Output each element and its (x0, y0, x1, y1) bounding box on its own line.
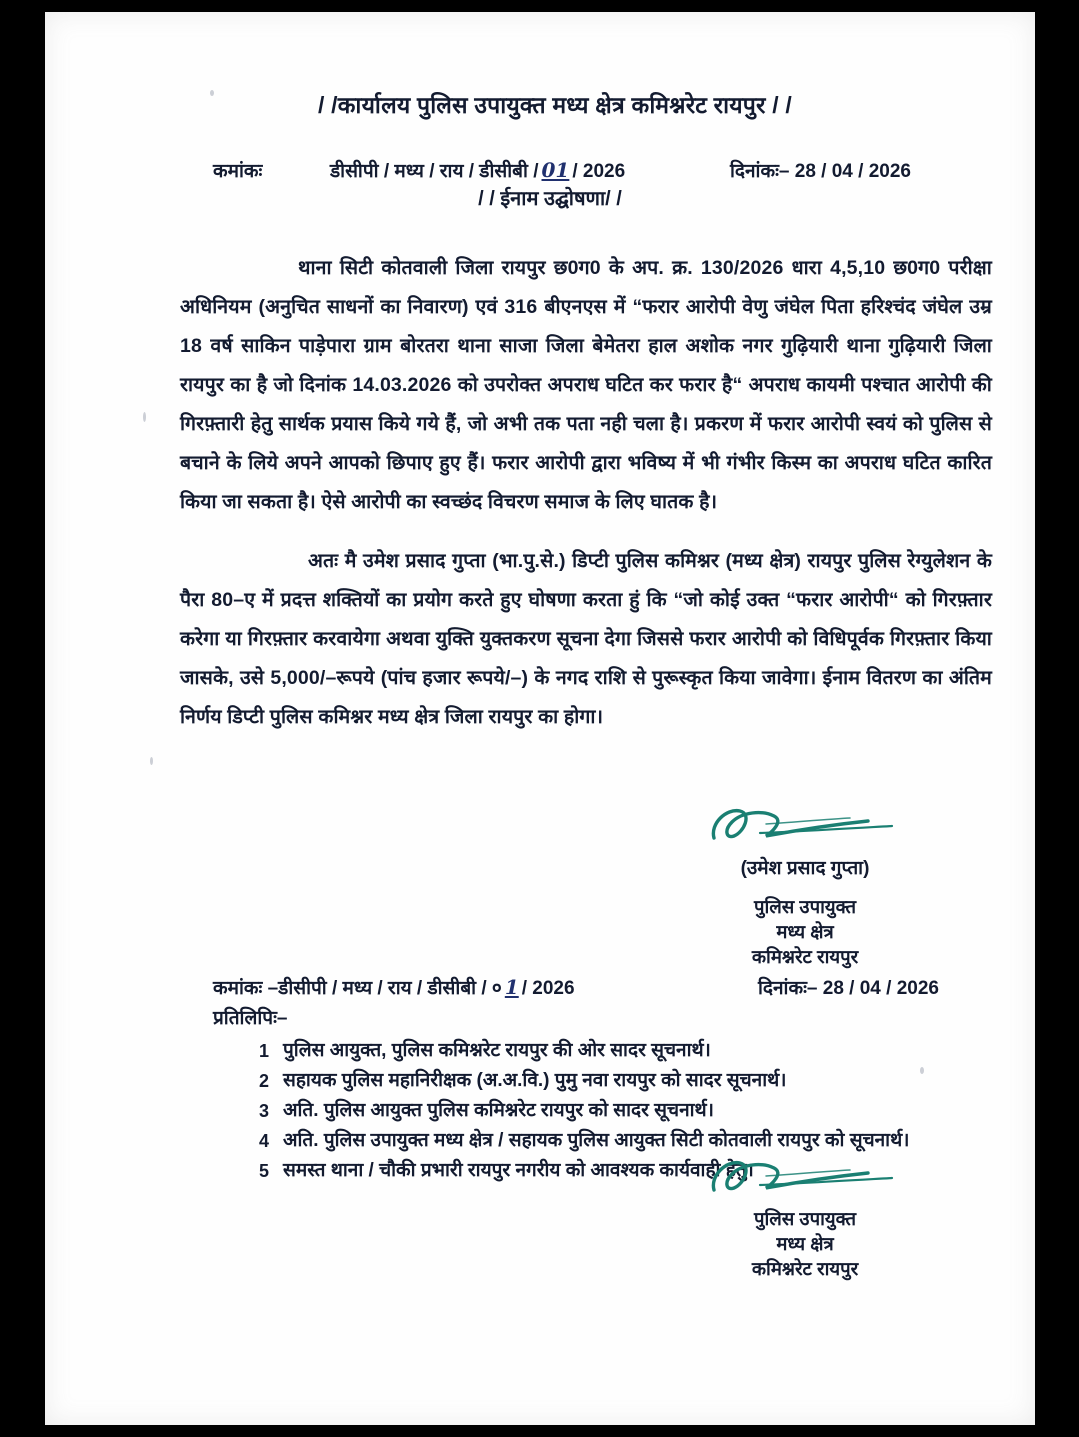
signatory-zone: मध्य क्षेत्र (776, 921, 834, 942)
reference-serial-handwritten: 01 (541, 158, 570, 182)
reference-number (330, 157, 625, 183)
reference-number-prefix: डीसीपी / मध्य / राय / डीसीबी / (330, 161, 539, 182)
body-paragraph-2: अतः मै उमेश प्रसाद गुप्ता (भा.पु.से.) डिप्टी पुलिस कमिश्नर (मध्य क्षेत्र) रायपुर पुलिस रेग्युलेशन के पैरा 80–ए में प्रदत्त शक्तियों का प्रयोग करते हुए घोषणा करता हुं कि “जो कोई उक्त “फरार आरोपी“ को गिरफ़्तार करेगा या गिरफ़्तार करवायेगा अथवा युक्ति युक्तकरण सूचना देगा जिससे फरार आरोपी को विधिपूर्वक गिरफ़्तार किया जासके, उसे 5,000/–रूपये (पांच हजार रूपये/–) के नगद राशि से पुरूस्कृत किया जावेगा। ईनाम वितरण का अंतिम निर्णय डिप्टी पुलिस कमिश्नर मध्य क्षेत्र जिला रायपुर का होगा। (180, 550, 992, 728)
signatory-designation: पुलिस उपायुक्त (753, 1208, 857, 1229)
signatory-office: कमिश्नरेट रायपुर (751, 1258, 859, 1279)
reference-date (730, 157, 911, 183)
scan-speck (143, 412, 146, 422)
signature-block-bottom (655, 1154, 955, 1281)
copy-date-label: दिनांकः– (758, 978, 818, 999)
signature-mark-icon (655, 1154, 955, 1204)
copy-date-value: 28 / 04 / 2026 (822, 978, 939, 999)
list-item: पुलिस आयुक्त, पुलिस कमिश्नरेट रायपुर की ओर सादर सूचनार्थ। (283, 1040, 711, 1061)
reference-label: कमांकः (213, 161, 263, 182)
signatory-designation: पुलिस उपायुक्त (753, 896, 857, 917)
list-item: अति. पुलिस आयुक्त पुलिस कमिश्नरेट रायपुर को सादर सूचनार्थ। (283, 1100, 714, 1121)
page-title: / /कार्यालय पुलिस उपायुक्त मध्य क्षेत्र कमिश्नरेट रायपुर / / (317, 92, 793, 118)
reference-date-value: 28 / 04 / 2026 (794, 161, 911, 182)
signatory-zone: मध्य क्षेत्र (776, 1233, 834, 1254)
list-item: सहायक पुलिस महानिरीक्षक (अ.अ.वि.) पुमु नवा रायपुर को सादर सूचनार्थ। (283, 1070, 787, 1091)
document-page (45, 12, 1035, 1425)
list-item: समस्त थाना / चौकी प्रभारी रायपुर नगरीय को आवश्यक कार्यवाही हेतु। (283, 1160, 754, 1181)
document-body (180, 249, 992, 743)
copy-reference-row (213, 974, 1013, 1002)
reference-number-suffix: / 2026 (572, 161, 626, 182)
copy-reference-serial-handwritten: 1 (504, 975, 519, 999)
signature-block-top (655, 802, 955, 969)
copy-reference-number (213, 975, 575, 999)
page-subtitle: / / ईनाम उद्घोषणा/ / (478, 188, 622, 210)
signatory-name: (उमेश प्रसाद गुप्ता) (740, 858, 870, 879)
scan-speck (150, 757, 153, 765)
copy-reference-suffix: / 2026 (521, 978, 575, 999)
copy-reference-date (758, 974, 939, 1000)
signature-mark-icon (655, 802, 955, 852)
copy-reference-label: कमांकः (213, 978, 263, 999)
copy-heading: प्रतिलिपिः– (213, 1008, 288, 1029)
reference-date-label: दिनांकः– (730, 161, 790, 182)
reference-row (45, 157, 1035, 187)
list-item: अति. पुलिस उपायुक्त मध्य क्षेत्र / सहायक पुलिस आयुक्त सिटी कोतवाली रायपुर को सूचनार्थ। (283, 1130, 910, 1151)
body-paragraph-1: थाना सिटी कोतवाली जिला रायपुर छ0ग0 के अप. क्र. 130/2026 धारा 4,5,10 छ0ग0 परीक्षा अधिनियम (अनुचित साधनों का निवारण) एवं 316 बीएनएस में “फरार आरोपी वेणु जंघेल पिता हरिश्चंद जंघेल उम्र 18 वर्ष साकिन पाड़ेपारा ग्राम बोरतरा थाना साजा जिला बेमेतरा हाल अशोक नगर गुढ़ियारी थाना गुढ़ियारी जिला रायपुर का है जो दिनांक 14.03.2026 को उपरोक्त अपराध घटित कर फरार है“ अपराध कायमी पश्चात आरोपी की गिरफ़्तारी हेतु सार्थक प्रयास किये गये हैं, जो अभी तक पता नही चला है। प्रकरण में फरार आरोपी स्वयं को पुलिस से बचाने के लिये अपने आपको छिपाए हुए हैं। फरार आरोपी द्वारा भविष्य में भी गंभीर किस्म का अपराध घटित कारित किया जा सकता है। ऐसे आरोपी का स्वच्छंद विचरण समाज के लिए घातक है। (180, 257, 992, 513)
signatory-office: कमिश्नरेट रायपुर (751, 946, 859, 967)
copy-reference-prefix: –डीसीपी / मध्य / राय / डीसीबी / ० (267, 978, 502, 999)
